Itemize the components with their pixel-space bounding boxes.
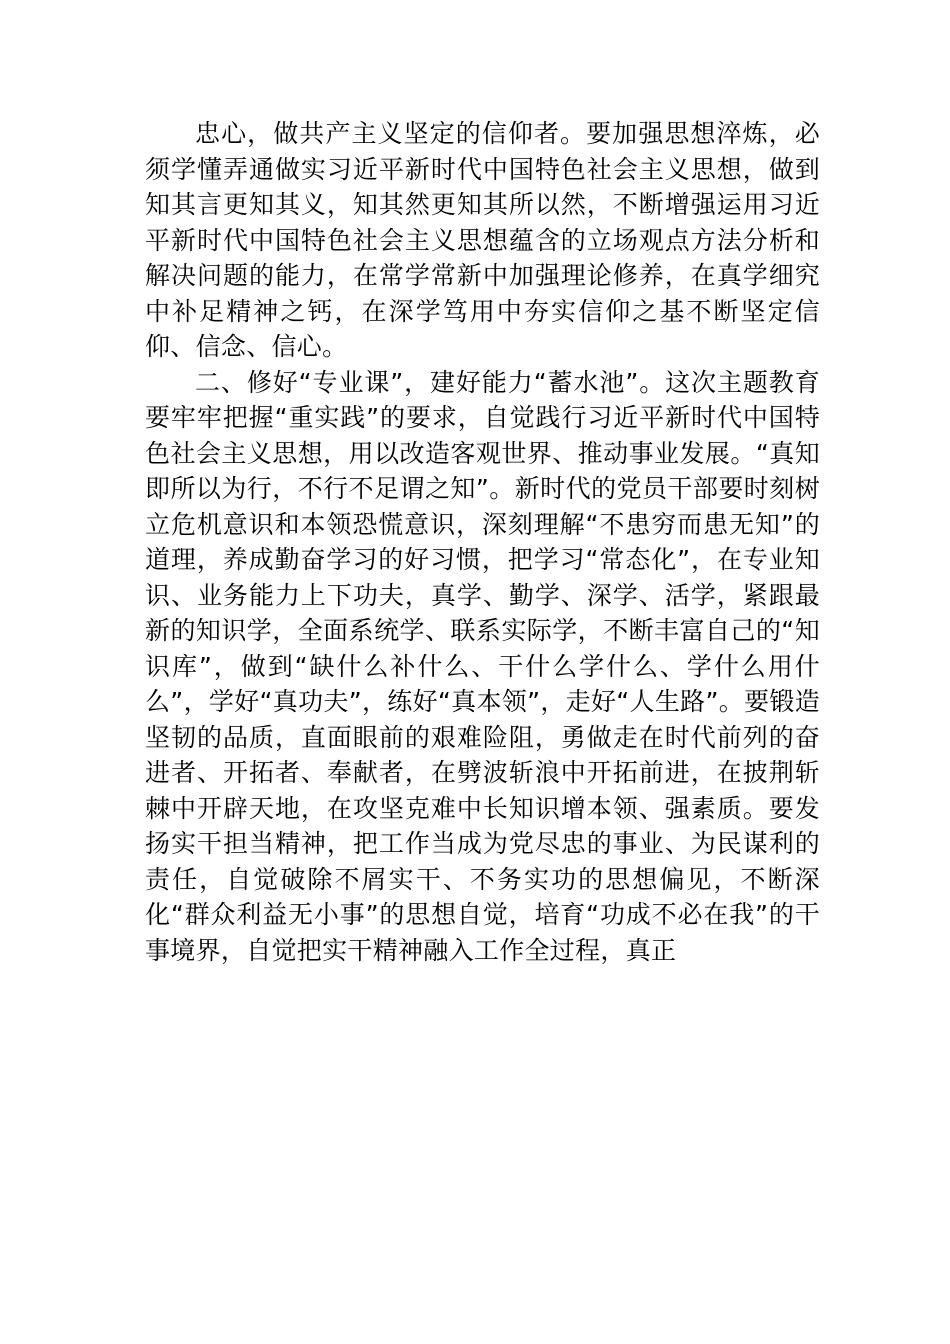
paragraph-1: 忠心，做共产主义坚定的信仰者。要加强思想淬炼，必须学懂弄通做实习近平新时代中国特色社会主义思想，做到知其言更知其义，知其然更知其所以然，不断增强运用习近平新时代中国特色社会主义思想蕴含的立场观点方法分析和解决问题的能力，在常学常新中加强理论修养，在真学细究中补足精神之钙，在深学笃用中夯实信仰之基不断坚定信仰、信念、信心。 xyxy=(145,119,820,361)
paragraph-2: 二、修好“专业课”，建好能力“蓄水池”。这次主题教育要牢牢把握“重实践”的要求，自觉践行习近平新时代中国特色社会主义思想，用以改造客观世界、推动事业发展。“真知即所以为行，不行不足谓之知”。新时代的党员干部要时刻树立危机意识和本领恐慌意识，深刻理解“不患穷而患无知”的道理，养成勤奋学习的好习惯，把学习“常态化”，在专业知识、业务能力上下功夫，真学、勤学、深学、活学，紧跟最新的知识学，全面系统学、联系实际学，不断丰富自己的“知识库”，做到“缺什么补什么、干什么学什么、学什么用什么”，学好“真功夫”，练好“真本领”，走好“人生路”。要锻造坚韧的品质，直面眼前的艰难险阻，勇做走在时代前列的奋进者、开拓者、奉献者，在劈波斩浪中开拓前进，在披荆斩棘中开辟天地，在攻坚克难中长知识增本领、强素质。要发扬实干担当精神，把工作当成为党尽忠的事业、为民谋利的责任，自觉破除不屑实干、不务实功的思想偏见，不断深化“群众利益无小事”的思想自觉，培育“功成不必在我”的干事境界，自觉把实干精神融入工作全过程，真正 xyxy=(145,367,820,965)
document-body xyxy=(145,116,820,968)
